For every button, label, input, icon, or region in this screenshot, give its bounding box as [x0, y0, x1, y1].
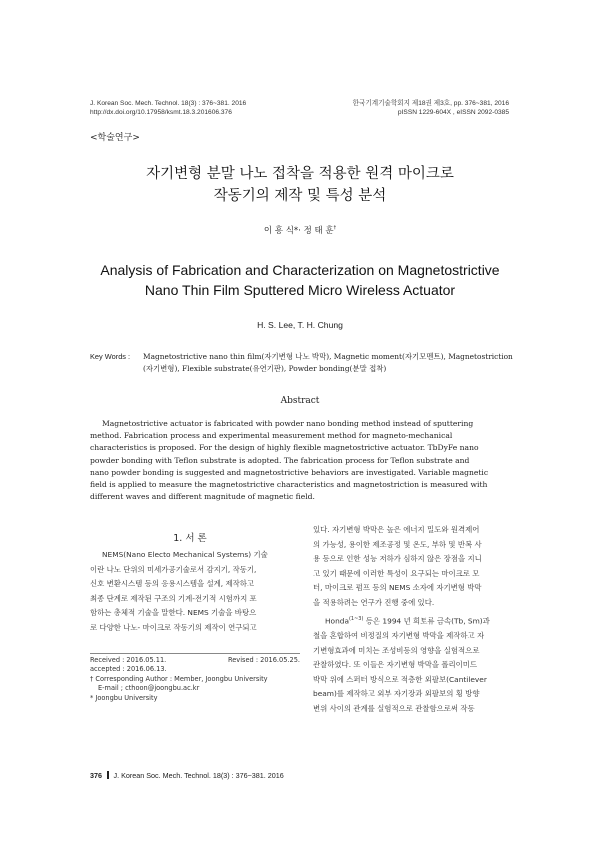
text-line: 의 가능성, 용이한 제조공정 및 온도, 부하 및 반복 사: [313, 539, 482, 549]
text-line: 관찰하였다. 또 이들은 자기변형 박막을 폴리이미드: [313, 660, 478, 670]
text-line: 용 등으로 인한 성능 저하가 심하지 않은 장점을 지니: [313, 554, 482, 564]
text-line: 터, 마이크로 펌프 등의 NEMS 소자에 자기변형 박막: [313, 583, 482, 593]
text-line: 신호 변환시스템 등의 응용시스템을 설계, 제작하고: [90, 579, 255, 589]
text-line: NEMS(Nano Electo Mechanical Systems) 기술: [102, 550, 268, 559]
journal-citation: J. Korean Soc. Mech. Technol. 18(3) : 376~381. 2016: [90, 100, 247, 107]
corresponding-mark: †: [333, 225, 337, 232]
authors-korean: 이 흥 식*· 정 태 훈†: [263, 225, 337, 236]
text-line: Magnetostrictive actuator is fabricated with powder nano bonding method instead of sputtering: [102, 419, 474, 428]
section-heading: 1. 서 론: [173, 533, 207, 544]
affiliation: * Joongbu University: [90, 693, 158, 702]
text-line: powder bonding with Teflon substrate is adopted. The fabrication process for Teflon substrate and: [90, 455, 470, 465]
title-english-line2: Nano Thin Film Sputtered Micro Wireless Actuator: [144, 282, 456, 298]
text-line: different waves and different magnitude of magnetic field.: [90, 492, 315, 502]
citation-ref: (1~3): [348, 616, 364, 622]
text-line: 있다. 자기변형 박막은 높은 에너지 밀도와 원격제어: [313, 525, 480, 534]
text-line: 로 다양한 나노- 마이크로 작동기의 제작이 연구되고: [90, 622, 257, 632]
text-line: 고 있기 때문에 이러한 특성이 요구되는 마이크로 모: [313, 568, 480, 578]
received-date: Received : 2016.05.11.: [90, 656, 167, 664]
text-line: 을 적용하려는 연구가 진행 중에 있다.: [313, 597, 435, 607]
text-line: 박막 위에 스퍼터 방식으로 적층한 외팔보(Cantilever: [313, 674, 487, 684]
abstract-body: [90, 418, 511, 503]
article-category: <학술연구>: [90, 133, 140, 143]
authors-english: H. S. Lee, T. H. Chung: [257, 320, 343, 330]
keywords-list: [143, 351, 513, 374]
text-line: 기변형효과에 미치는 조성비등의 영향을 실험적으로: [313, 645, 480, 655]
title-english-line1: Analysis of Fabrication and Characterization on Magnetostrictive: [100, 262, 500, 278]
page-footer: [90, 771, 284, 780]
keywords-line: (자기변형), Flexible substrate(유연기판), Powder bonding(분말 접착): [143, 363, 387, 373]
text-line: nano powder bonding is suggested and magnetostrictive behaviors are investigated. Variable magnetic: [90, 467, 489, 477]
title-korean-line1: 자기변형 분말 나노 접착을 적용한 원격 마이크로: [146, 166, 454, 182]
footnotes: [90, 656, 300, 703]
text-line: 최종 단계로 제작된 구조의 기계-전기적 시험까지 포: [90, 593, 257, 603]
journal-citation-ko: 한국기계기술학회지 제18권 제3호, pp. 376~381, 2016: [352, 100, 509, 107]
title-korean-line2: 작동기의 제작 및 특성 분석: [213, 188, 387, 204]
revised-date: Revised : 2016.05.25.: [227, 656, 300, 664]
text-line: 함하는 총체적 기술을 말한다. NEMS 기술을 바탕으: [90, 608, 257, 618]
corresponding-author: † Corresponding Author : Member, Joongbu University: [90, 674, 268, 683]
abstract-heading: Abstract: [280, 396, 320, 406]
right-column-paragraph2: Honda$^{(1\sim 3)}$ 등은 1994 년 희토류 금속(Tb, Sm)과 철을 혼합하여 비정질의 자기변형 박막을 제작하고 자 기변형효과에 미치는 조성비등의 영향을 실험적으로 관찰하였다. 또 이들은 자기변형 박막을 폴리이미드 박막 위에 스퍼터 방식으로 적층한 외팔보(Cantilever beam)를 제작하고 외부 자기장과 외팔보의 횡 방향 변위 사이의 관계를 실험적으로 관찰함으로써 작동: [313, 612, 511, 717]
text-line: beam)를 제작하고 외부 자기장과 외팔보의 횡 방향: [313, 689, 480, 699]
footnote-divider: [90, 653, 300, 654]
doi-link[interactable]: http://dx.doi.org/10.17958/ksmt.18.3.201606.376: [90, 109, 232, 116]
text-line: 철을 혼합하여 비정질의 자기변형 박막을 제작하고 자: [313, 631, 485, 641]
text-line: method. Fabrication process and experimental measurement method for magneto-mechanical: [90, 431, 453, 441]
text-line: 이란 나노 단위의 미세가공기술로서 감지기, 작동기,: [90, 564, 257, 574]
keywords-label: Key Words :: [90, 352, 131, 361]
footer-separator: [107, 771, 109, 779]
text-line: field is applied to measure the magnetostrictive characteristics and magnetostriction is measured with: [90, 480, 488, 490]
email[interactable]: E-mail ; cthoon@joongbu.ac.kr: [98, 684, 200, 693]
left-column-text: [90, 548, 300, 636]
accepted-date: accepted : 2016.06.13.: [90, 665, 167, 674]
issn: pISSN 1229-604X , eISSN 2092-0385: [397, 109, 509, 116]
page-number: 376: [90, 771, 102, 780]
footer-citation: J. Korean Soc. Mech. Technol. 18(3) : 376~381. 2016: [113, 771, 284, 780]
right-column-text: [313, 523, 511, 611]
keywords-line: Magnetostrictive nano thin film(자기변형 나노 박막), Magnetic moment(자기모멘트), Magnetostriction: [143, 352, 513, 361]
text-line: characteristics is proposed. For the design of highly flexible magnetostrictive actuator. TbDyFe nano: [90, 443, 479, 453]
text-line: 변위 사이의 관계를 실험적으로 관찰함으로써 작동: [313, 704, 475, 714]
